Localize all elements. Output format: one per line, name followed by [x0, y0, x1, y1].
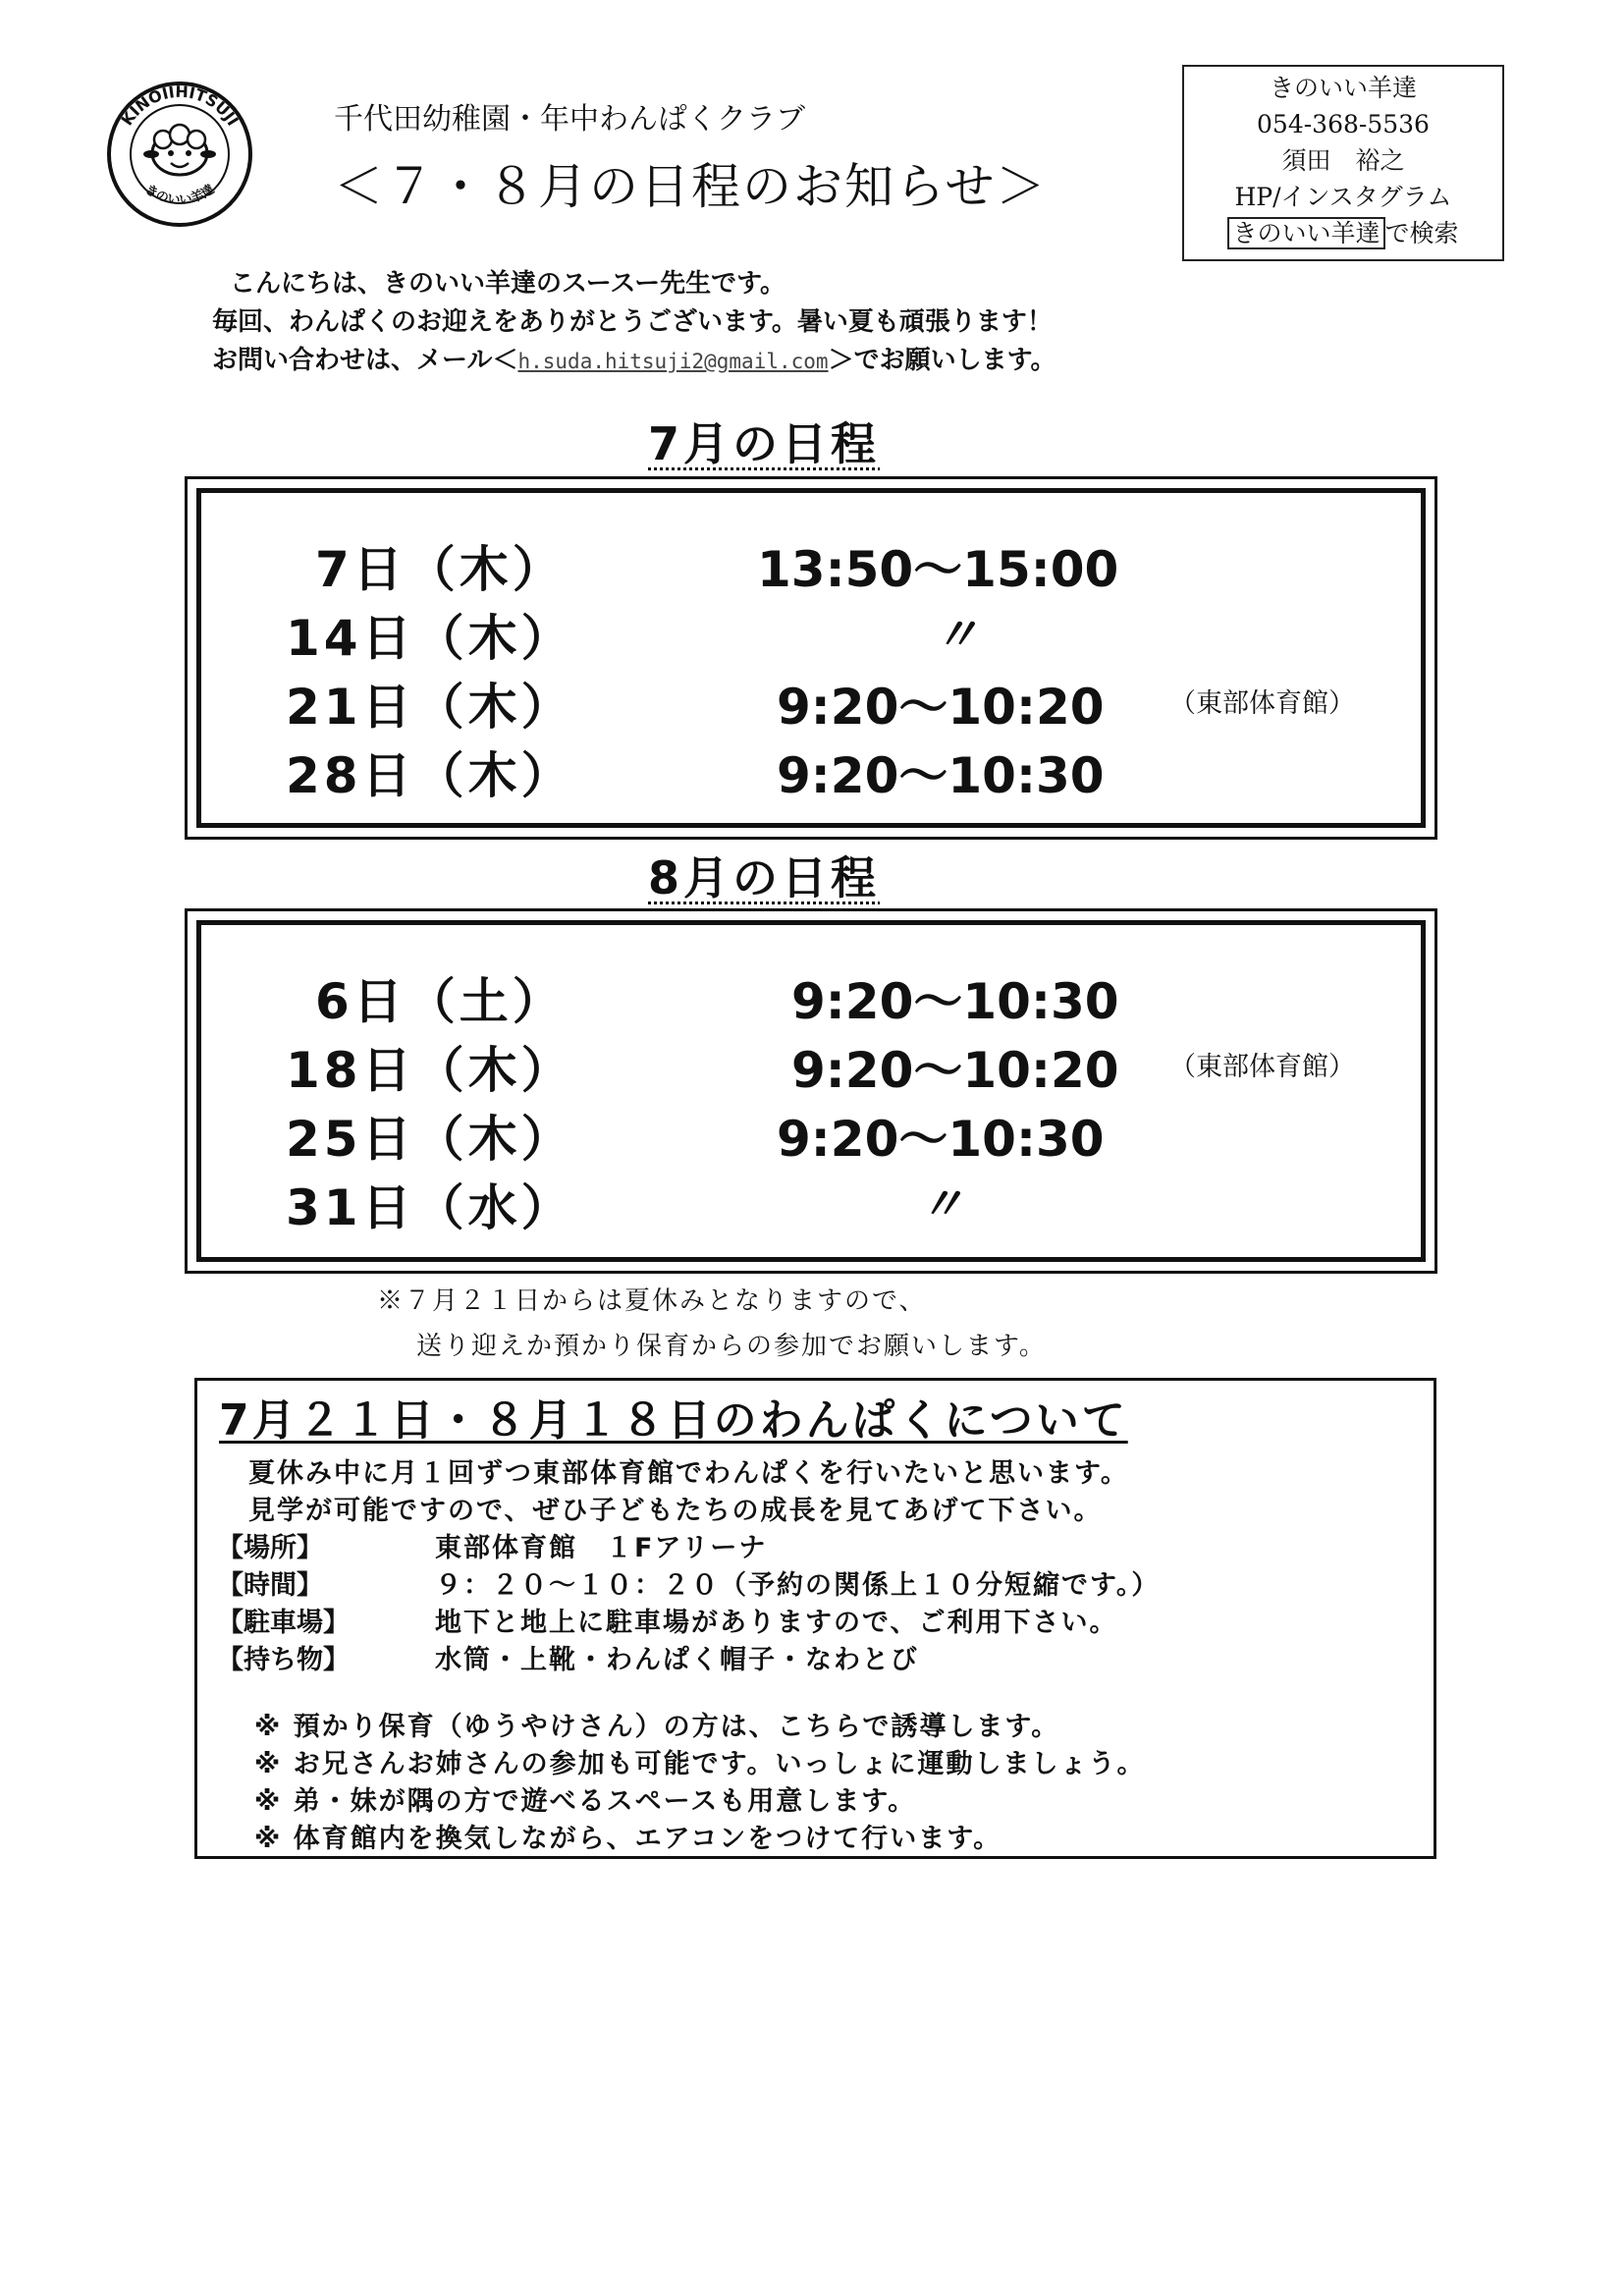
schedule-date: 7日（木） — [315, 541, 566, 598]
summer-note-line-1: ※７月２１日からは夏休みとなりますので、 — [377, 1286, 927, 1316]
schedule-time: 9:20〜10:30 — [777, 747, 1105, 804]
july-heading: 7月の日程 — [648, 417, 881, 470]
detail-label: 【時間】 — [217, 1570, 323, 1601]
schedule-date: 28日（木） — [286, 747, 574, 804]
schedule-time: 〃 — [919, 1177, 964, 1230]
schedule-time: 9:20〜10:20 — [791, 1042, 1119, 1099]
august-heading: 8月の日程 — [648, 851, 881, 904]
july-schedule-box — [185, 476, 1437, 840]
schedule-date: 21日（木） — [286, 679, 574, 736]
logo — [106, 81, 253, 228]
schedule-place: （東部体育館） — [1169, 688, 1355, 719]
bullet-note: ※ 預かり保育（ゆうやけさん）の方は、こちらで誘導します。 — [254, 1712, 1060, 1742]
special-desc-2: 見学が可能ですので、ぜひ子どもたちの成長を見てあげて下さい。 — [248, 1496, 1103, 1526]
schedule-date: 18日（木） — [286, 1042, 574, 1099]
schedule-date: 14日（木） — [286, 610, 574, 667]
detail-value: ９：２０〜１０：２０（予約の関係上１０分短縮です。） — [435, 1570, 1161, 1601]
contact-media: HP/インスタグラム — [1234, 183, 1452, 211]
intro-line-3-prefix: お問い合わせは、メール＜ — [212, 346, 518, 375]
intro-text — [212, 265, 1056, 381]
summer-note-line-2: 送り迎えか預かり保育からの参加でお願いします。 — [416, 1332, 1047, 1361]
bullet-note: ※ お兄さんお姉さんの参加も可能です。いっしょに運動しましょう。 — [254, 1749, 1146, 1779]
search-keyword: きのいい羊達 — [1227, 217, 1384, 249]
bullet-note: ※ 体育館内を換気しながら、エアコンをつけて行います。 — [254, 1824, 1002, 1854]
intro-line-3-suffix: ＞でお願いします。 — [828, 346, 1056, 375]
contact-search — [1184, 215, 1502, 251]
detail-label: 【駐車場】 — [217, 1608, 350, 1638]
contact-box — [1182, 65, 1504, 261]
detail-value: 水筒・上靴・わんぱく帽子・なわとび — [435, 1645, 919, 1675]
schedule-time: 〃 — [934, 608, 979, 661]
sheep-logo-icon — [106, 81, 253, 228]
intro-line-1: こんにちは、きのいい羊達のスースー先生です。 — [230, 269, 786, 299]
logo-text: KINOIIHITSUJI — [117, 82, 243, 130]
special-event-box — [194, 1378, 1436, 1859]
schedule-time: 9:20〜10:30 — [791, 973, 1119, 1030]
special-event-title: 7月２１日・８月１８日のわんぱくについて — [219, 1395, 1128, 1446]
intro-line-3 — [212, 342, 1056, 381]
schedule-date: 6日（土） — [315, 973, 566, 1030]
detail-value: 東部体育館 １Fアリーナ — [435, 1533, 768, 1563]
contact-phone: 054-368-5536 — [1257, 110, 1430, 138]
schedule-time: 9:20〜10:20 — [777, 679, 1105, 736]
detail-label: 【持ち物】 — [217, 1645, 350, 1675]
logo-subtext: きのいい羊達 — [141, 182, 218, 208]
schedule-time: 13:50〜15:00 — [757, 541, 1119, 598]
schedule-date: 25日（木） — [286, 1111, 574, 1168]
schedule-place: （東部体育館） — [1169, 1052, 1355, 1082]
schedule-date: 31日（水） — [286, 1179, 574, 1236]
contact-person: 須田 裕之 — [1281, 146, 1405, 175]
search-suffix: で検索 — [1384, 219, 1459, 247]
organization-name: 千代田幼稚園・年中わんぱくクラブ — [334, 102, 805, 137]
bullet-note: ※ 弟・妹が隅の方で遊べるスペースも用意します。 — [254, 1786, 917, 1817]
contact-name: きのいい羊達 — [1269, 74, 1417, 102]
page-title: ＜７・８月の日程のお知らせ＞ — [334, 158, 1048, 215]
august-schedule-box — [185, 908, 1437, 1274]
email-link[interactable]: h.suda.hitsuji2@gmail.com — [517, 350, 829, 373]
special-desc-1: 夏休み中に月１回ずつ東部体育館でわんぱくを行いたいと思います。 — [248, 1458, 1129, 1489]
svg-text:きのいい羊達 — [142, 182, 218, 208]
schedule-time: 9:20〜10:30 — [777, 1111, 1105, 1168]
intro-line-2: 毎回、わんぱくのお迎えをありがとうございます。暑い夏も頑張ります！ — [212, 307, 1053, 337]
detail-value: 地下と地上に駐車場がありますので、ご利用下さい。 — [435, 1608, 1118, 1638]
detail-label: 【場所】 — [217, 1533, 323, 1563]
